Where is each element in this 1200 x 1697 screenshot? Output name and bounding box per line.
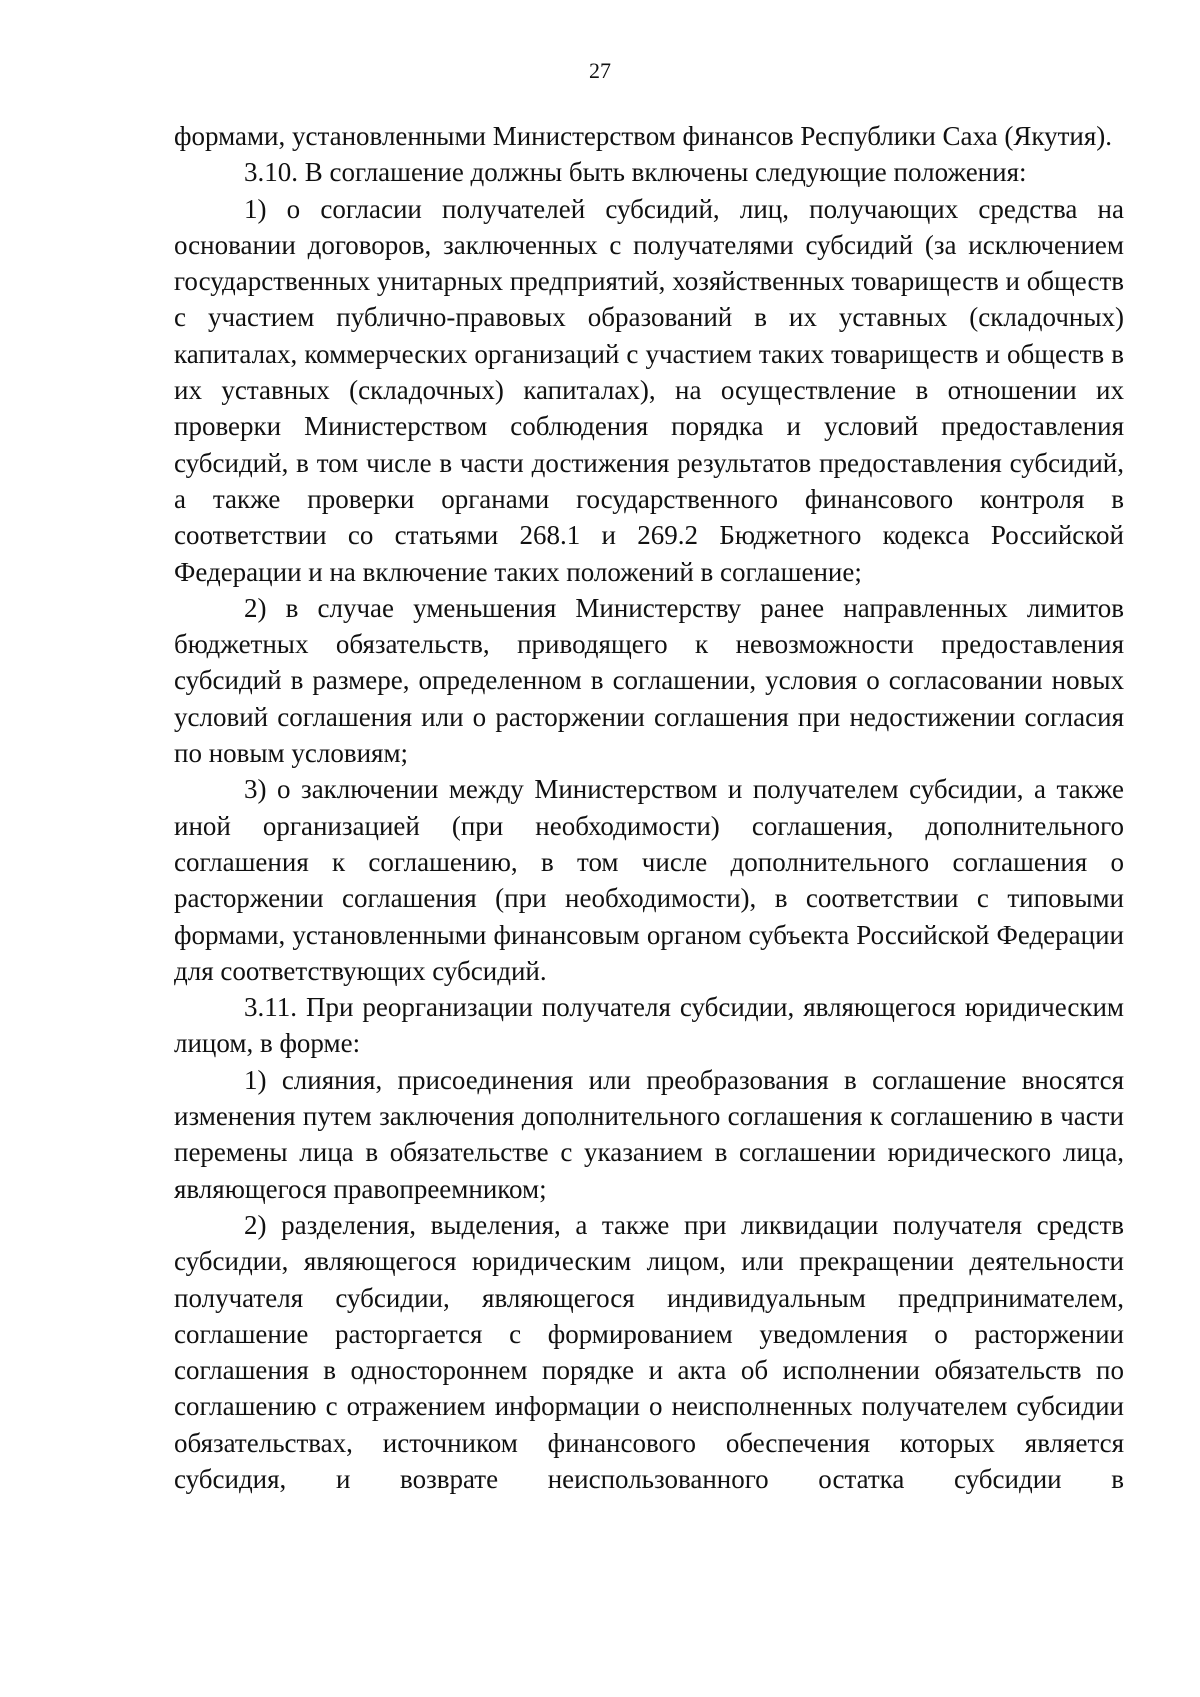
- paragraph-continuation: формами, установленными Министерством финансов Республики Саха (Якутия).: [174, 121, 1113, 151]
- paragraph-3-11: 3.11. При реорганизации получателя субсидии, являющегося юридическим лицом, в форме:: [174, 992, 1124, 1059]
- paragraph-3-11-item-1: 1) слияния, присоединения или преобразования в соглашение вносятся изменения путем заключения дополнительного соглашения к соглашению в части перемены лица в обязательстве с указанием в соглашении юридического лица, являющегося правопреемником;: [174, 1064, 1124, 1204]
- paragraph-3-10-item-3: 3) о заключении между Министерством и получателем субсидии, а также иной организацией (при необходимости) соглашения, дополнительного соглашения к соглашению, в том числе дополнительного соглашения о расторжении соглашения (при необходимости), в соответствии с типовыми формами, установленными финансовым органом субъекта Российской Федерации для соответствующих субсидий.: [174, 774, 1124, 986]
- paragraph-3-11-item-2: 2) разделения, выделения, а также при ликвидации получателя средств субсидии, являющегося юридическим лицом, или прекращении деятельности получателя субсидии, являющегося индивидуальным предпринимателем, соглашение расторгается с формированием уведомления о расторжении соглашения в одностороннем порядке и акта об исполнении обязательств по соглашению с отражением информации о неисполненных получателем субсидии обязательствах, источником финансового обеспечения которых является субсидия, и возврате неиспользованного остатка субсидии в: [174, 1209, 1124, 1494]
- page-number: 27: [589, 58, 611, 83]
- paragraph-3-10: 3.10. В соглашение должны быть включены следующие положения:: [244, 157, 1027, 188]
- paragraph-3-10-item-2: 2) в случае уменьшения Министерству ранее направленных лимитов бюджетных обязательств, приводящего к невозможности предоставления субсидий в размере, определенном в соглашении, условия о согласовании новых условий соглашения или о расторжении соглашения при недостижении согласия по новым условиям;: [174, 592, 1124, 769]
- document-body: [174, 118, 1124, 1497]
- paragraph-3-10-item-1: 1) о согласии получателей субсидий, лиц, получающих средства на основании договоров, заключенных с получателями субсидий (за исключением государственных унитарных предприятий, хозяйственных товариществ и обществ с участием публично-правовых образований в их уставных (складочных) капиталах, коммерческих организаций с участием таких товариществ и обществ в их уставных (складочных) капиталах), на осуществление в отношении их проверки Министерством соблюдения порядка и условий предоставления субсидий, в том числе в части достижения результатов предоставления субсидий, а также проверки органами государственного финансового контроля в соответствии со статьями 268.1 и 269.2 Бюджетного кодекса Российской Федерации и на включение таких положений в соглашение;: [174, 193, 1124, 587]
